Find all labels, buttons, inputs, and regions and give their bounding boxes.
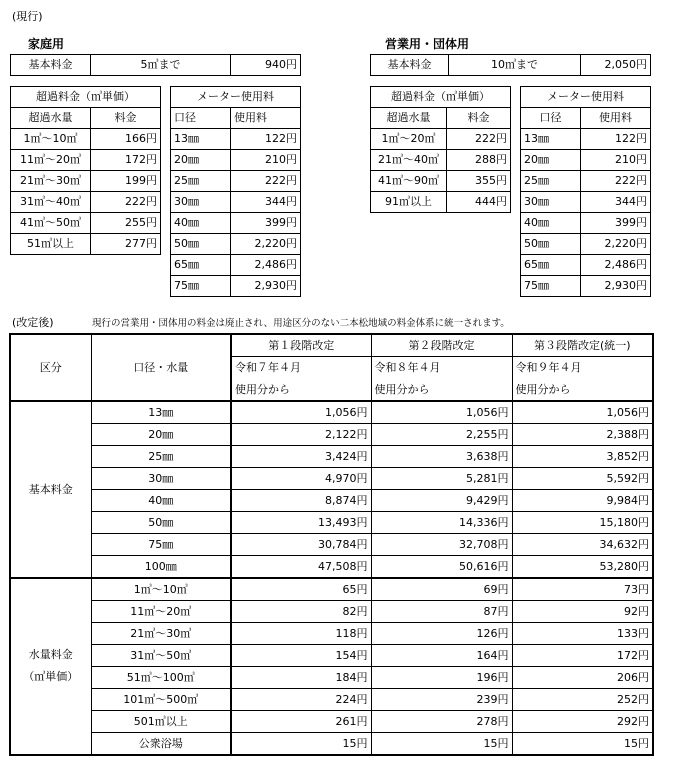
table-row bbox=[171, 255, 301, 276]
stage1-value: 8,874円 bbox=[231, 489, 371, 511]
stage1-from: 使用分から bbox=[231, 379, 371, 401]
stage3-date: 令和９年４月 bbox=[512, 357, 653, 379]
stage2-value: 5,281円 bbox=[371, 467, 512, 489]
volume-fee-label: 水量料金 bbox=[28, 648, 73, 661]
stage1-name: 第１段階改定 bbox=[231, 334, 371, 357]
table-row bbox=[521, 234, 651, 255]
meter-fee: 122円 bbox=[581, 129, 651, 150]
excess-range: 51㎥以上 bbox=[11, 234, 91, 255]
meter-header-size: 口径 bbox=[171, 108, 231, 129]
meter-size: 20㎜ bbox=[521, 150, 581, 171]
stage3-value: 2,388円 bbox=[512, 423, 653, 445]
stage1-value: 184円 bbox=[231, 666, 371, 688]
volume-cell: 31㎥～50㎥ bbox=[91, 644, 231, 666]
table-row bbox=[10, 401, 653, 424]
table-row bbox=[171, 129, 301, 150]
size-cell: 40㎜ bbox=[91, 489, 231, 511]
table-row bbox=[10, 710, 653, 732]
current-section-title: (現行) bbox=[12, 10, 43, 23]
table-row bbox=[371, 129, 511, 150]
table-row bbox=[521, 255, 651, 276]
base-amount: 10㎥まで bbox=[449, 55, 581, 76]
meter-size: 30㎜ bbox=[521, 192, 581, 213]
stage3-from: 使用分から bbox=[512, 379, 653, 401]
meter-size: 75㎜ bbox=[171, 276, 231, 297]
stage1-value: 154円 bbox=[231, 644, 371, 666]
stage3-value: 15円 bbox=[512, 732, 653, 755]
stage3-value: 252円 bbox=[512, 688, 653, 710]
household-meter-table bbox=[170, 86, 301, 297]
meter-header-size: 口径 bbox=[521, 108, 581, 129]
stage2-value: 126円 bbox=[371, 622, 512, 644]
base-amount: 5㎥まで bbox=[91, 55, 231, 76]
table-row bbox=[521, 276, 651, 297]
stage3-value: 92円 bbox=[512, 600, 653, 622]
meter-fee: 222円 bbox=[231, 171, 301, 192]
table-row bbox=[10, 644, 653, 666]
excess-range: 41㎥～90㎥ bbox=[371, 171, 447, 192]
stage2-value: 32,708円 bbox=[371, 533, 512, 555]
excess-fee: 172円 bbox=[91, 150, 161, 171]
base-label: 基本料金 bbox=[11, 55, 91, 76]
stage3-value: 73円 bbox=[512, 578, 653, 601]
excess-title: 超過料金（㎥単価） bbox=[11, 87, 161, 108]
size-cell: 50㎜ bbox=[91, 511, 231, 533]
table-row bbox=[521, 171, 651, 192]
meter-fee: 122円 bbox=[231, 129, 301, 150]
meter-fee: 2,486円 bbox=[231, 255, 301, 276]
meter-header-fee: 使用料 bbox=[581, 108, 651, 129]
stage3-value: 15,180円 bbox=[512, 511, 653, 533]
stage1-value: 1,056円 bbox=[231, 401, 371, 424]
base-price: 940円 bbox=[231, 55, 301, 76]
category-header: 区分 bbox=[10, 334, 91, 401]
business-base-table bbox=[370, 54, 651, 76]
stage1-value: 15円 bbox=[231, 732, 371, 755]
meter-fee: 2,930円 bbox=[231, 276, 301, 297]
stage3-value: 206円 bbox=[512, 666, 653, 688]
stage2-value: 50,616円 bbox=[371, 555, 512, 578]
stage2-name: 第２段階改定 bbox=[371, 334, 512, 357]
excess-range: 1㎥～10㎥ bbox=[11, 129, 91, 150]
meter-size: 65㎜ bbox=[171, 255, 231, 276]
stage2-value: 14,336円 bbox=[371, 511, 512, 533]
excess-range: 1㎥～20㎥ bbox=[371, 129, 447, 150]
revised-section-title: (改定後) bbox=[12, 316, 54, 329]
stage3-value: 172円 bbox=[512, 644, 653, 666]
table-row bbox=[10, 467, 653, 489]
table-row bbox=[371, 192, 511, 213]
stage1-value: 118円 bbox=[231, 622, 371, 644]
volume-fee-category bbox=[10, 578, 91, 755]
excess-fee: 355円 bbox=[447, 171, 511, 192]
stage2-value: 278円 bbox=[371, 710, 512, 732]
table-row bbox=[11, 234, 161, 255]
business-meter-table bbox=[520, 86, 651, 297]
table-row bbox=[171, 213, 301, 234]
stage3-value: 9,984円 bbox=[512, 489, 653, 511]
table-row bbox=[10, 622, 653, 644]
meter-fee: 2,220円 bbox=[231, 234, 301, 255]
excess-fee: 199円 bbox=[91, 171, 161, 192]
stage3-name: 第３段階改定(統一) bbox=[512, 334, 653, 357]
excess-header-volume: 超過水量 bbox=[11, 108, 91, 129]
size-cell: 20㎜ bbox=[91, 423, 231, 445]
table-row bbox=[10, 555, 653, 578]
excess-header-fee: 料金 bbox=[91, 108, 161, 129]
table-row bbox=[521, 150, 651, 171]
stage2-value: 87円 bbox=[371, 600, 512, 622]
meter-title: メーター使用料 bbox=[171, 87, 301, 108]
revised-note: 現行の営業用・団体用の料金は廃止され、用途区分のない二本松地域の料金体系に統一されます。 bbox=[92, 318, 510, 329]
table-row bbox=[10, 533, 653, 555]
household-base-table bbox=[10, 54, 301, 76]
excess-header-fee: 料金 bbox=[447, 108, 511, 129]
excess-fee: 277円 bbox=[91, 234, 161, 255]
size-cell: 30㎜ bbox=[91, 467, 231, 489]
meter-fee: 210円 bbox=[231, 150, 301, 171]
meter-size: 50㎜ bbox=[171, 234, 231, 255]
stage2-value: 9,429円 bbox=[371, 489, 512, 511]
stage2-value: 15円 bbox=[371, 732, 512, 755]
stage1-value: 13,493円 bbox=[231, 511, 371, 533]
meter-fee: 2,486円 bbox=[581, 255, 651, 276]
table-row bbox=[10, 600, 653, 622]
stage1-value: 261円 bbox=[231, 710, 371, 732]
size-cell: 100㎜ bbox=[91, 555, 231, 578]
table-row bbox=[10, 578, 653, 601]
business-excess-table bbox=[370, 86, 511, 213]
volume-cell: 501㎥以上 bbox=[91, 710, 231, 732]
stage1-value: 4,970円 bbox=[231, 467, 371, 489]
business-heading: 営業用・団体用 bbox=[385, 37, 470, 51]
table-row bbox=[11, 171, 161, 192]
stage3-value: 3,852円 bbox=[512, 445, 653, 467]
table-row bbox=[11, 213, 161, 234]
table-row bbox=[171, 276, 301, 297]
excess-fee: 222円 bbox=[91, 192, 161, 213]
size-cell: 75㎜ bbox=[91, 533, 231, 555]
table-row bbox=[171, 171, 301, 192]
table-row bbox=[10, 445, 653, 467]
meter-size: 65㎜ bbox=[521, 255, 581, 276]
meter-size: 40㎜ bbox=[171, 213, 231, 234]
stage3-value: 5,592円 bbox=[512, 467, 653, 489]
table-row bbox=[10, 688, 653, 710]
meter-fee: 344円 bbox=[581, 192, 651, 213]
table-row bbox=[521, 192, 651, 213]
excess-fee: 288円 bbox=[447, 150, 511, 171]
excess-header-volume: 超過水量 bbox=[371, 108, 447, 129]
table-row bbox=[10, 666, 653, 688]
table-row bbox=[521, 213, 651, 234]
excess-range: 91㎥以上 bbox=[371, 192, 447, 213]
volume-cell: 101㎥～500㎥ bbox=[91, 688, 231, 710]
table-row bbox=[371, 171, 511, 192]
revised-rate-table bbox=[9, 333, 654, 756]
stage1-value: 82円 bbox=[231, 600, 371, 622]
table-row bbox=[171, 234, 301, 255]
excess-range: 21㎥～30㎥ bbox=[11, 171, 91, 192]
meter-size: 25㎜ bbox=[171, 171, 231, 192]
excess-title: 超過料金（㎥単価） bbox=[371, 87, 511, 108]
volume-cell: 公衆浴場 bbox=[91, 732, 231, 755]
stage1-value: 30,784円 bbox=[231, 533, 371, 555]
meter-size: 13㎜ bbox=[521, 129, 581, 150]
stage2-value: 1,056円 bbox=[371, 401, 512, 424]
meter-fee: 399円 bbox=[581, 213, 651, 234]
stage2-value: 2,255円 bbox=[371, 423, 512, 445]
meter-fee: 344円 bbox=[231, 192, 301, 213]
table-row bbox=[10, 423, 653, 445]
volume-fee-unit: （㎥単価） bbox=[23, 670, 79, 683]
table-row bbox=[521, 129, 651, 150]
excess-range: 21㎥～40㎥ bbox=[371, 150, 447, 171]
meter-size: 25㎜ bbox=[521, 171, 581, 192]
stage2-value: 196円 bbox=[371, 666, 512, 688]
stage2-value: 3,638円 bbox=[371, 445, 512, 467]
stage1-value: 2,122円 bbox=[231, 423, 371, 445]
meter-title: メーター使用料 bbox=[521, 87, 651, 108]
excess-range: 11㎥～20㎥ bbox=[11, 150, 91, 171]
stage2-from: 使用分から bbox=[371, 379, 512, 401]
stage2-value: 164円 bbox=[371, 644, 512, 666]
table-row bbox=[11, 150, 161, 171]
table-row bbox=[10, 511, 653, 533]
meter-fee: 2,930円 bbox=[581, 276, 651, 297]
stage3-value: 53,280円 bbox=[512, 555, 653, 578]
excess-range: 41㎥～50㎥ bbox=[11, 213, 91, 234]
size-cell: 25㎜ bbox=[91, 445, 231, 467]
excess-fee: 255円 bbox=[91, 213, 161, 234]
volume-cell: 51㎥～100㎥ bbox=[91, 666, 231, 688]
excess-fee: 444円 bbox=[447, 192, 511, 213]
meter-size: 13㎜ bbox=[171, 129, 231, 150]
excess-fee: 166円 bbox=[91, 129, 161, 150]
table-row bbox=[171, 192, 301, 213]
stage1-value: 3,424円 bbox=[231, 445, 371, 467]
volume-cell: 21㎥～30㎥ bbox=[91, 622, 231, 644]
stage1-value: 224円 bbox=[231, 688, 371, 710]
stage2-date: 令和８年４月 bbox=[371, 357, 512, 379]
household-heading: 家庭用 bbox=[28, 37, 65, 51]
stage3-value: 133円 bbox=[512, 622, 653, 644]
meter-size: 50㎜ bbox=[521, 234, 581, 255]
base-fee-category: 基本料金 bbox=[10, 401, 91, 578]
size-header: 口径・水量 bbox=[91, 334, 231, 401]
stage3-value: 1,056円 bbox=[512, 401, 653, 424]
meter-size: 20㎜ bbox=[171, 150, 231, 171]
table-row bbox=[11, 192, 161, 213]
household-excess-table bbox=[10, 86, 161, 255]
meter-size: 75㎜ bbox=[521, 276, 581, 297]
stage1-value: 65円 bbox=[231, 578, 371, 601]
table-row bbox=[171, 150, 301, 171]
table-row bbox=[10, 732, 653, 755]
base-label: 基本料金 bbox=[371, 55, 449, 76]
stage2-value: 69円 bbox=[371, 578, 512, 601]
size-cell: 13㎜ bbox=[91, 401, 231, 424]
meter-fee: 2,220円 bbox=[581, 234, 651, 255]
stage2-value: 239円 bbox=[371, 688, 512, 710]
table-row bbox=[10, 489, 653, 511]
excess-range: 31㎥～40㎥ bbox=[11, 192, 91, 213]
table-row bbox=[371, 150, 511, 171]
volume-cell: 11㎥～20㎥ bbox=[91, 600, 231, 622]
meter-size: 40㎜ bbox=[521, 213, 581, 234]
meter-fee: 210円 bbox=[581, 150, 651, 171]
meter-size: 30㎜ bbox=[171, 192, 231, 213]
meter-header-fee: 使用料 bbox=[231, 108, 301, 129]
stage3-value: 34,632円 bbox=[512, 533, 653, 555]
volume-cell: 1㎥～10㎥ bbox=[91, 578, 231, 601]
meter-fee: 222円 bbox=[581, 171, 651, 192]
excess-fee: 222円 bbox=[447, 129, 511, 150]
meter-fee: 399円 bbox=[231, 213, 301, 234]
table-row bbox=[11, 129, 161, 150]
stage1-value: 47,508円 bbox=[231, 555, 371, 578]
base-price: 2,050円 bbox=[581, 55, 651, 76]
stage3-value: 292円 bbox=[512, 710, 653, 732]
stage1-date: 令和７年４月 bbox=[231, 357, 371, 379]
